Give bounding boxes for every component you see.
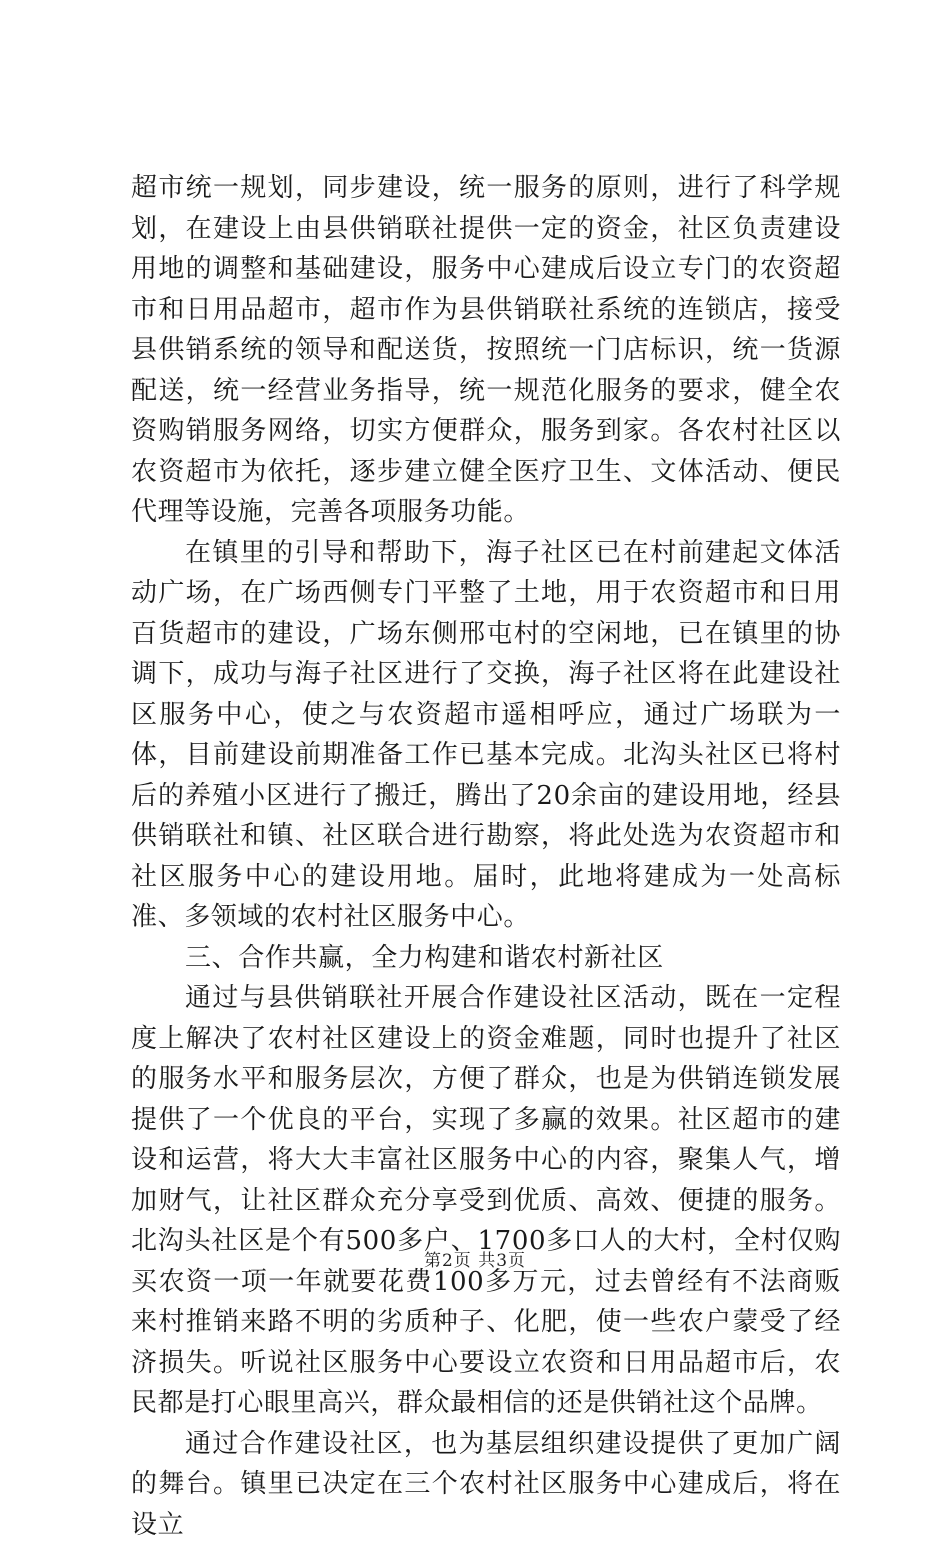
paragraph-1: 超市统一规划，同步建设，统一服务的原则，进行了科学规划，在建设上由县供销联社提供一定的资金，社区负责建设用地的调整和基础建设，服务中心建成后设立专门的农资超市和日用品超市，超市作为县供销联社系统的连锁店，接受县供销系统的领导和配送货，按照统一门店标识，统一货源配送，统一经营业务指导，统一规范化服务的要求，健全农资购销服务网络，切实方便群众，服务到家。各农村社区以农资超市为依托，逐步建立健全医疗卫生、文体活动、便民代理等设施，完善各项服务功能。 [131,168,841,533]
paragraph-3: 通过与县供销联社开展合作建设社区活动，既在一定程度上解决了农村社区建设上的资金难题，同时也提升了社区的服务水平和服务层次，方便了群众，也是为供销连锁发展提供了一个优良的平台，实现了多赢的效果。社区超市的建设和运营，将大大丰富社区服务中心的内容，聚集人气，增加财气，让社区群众充分享受到优质、高效、便捷的服务。北沟头社区是个有500多户、1700多口人的大村，全村仅购买农资一项一年就要花费100多万元，过去曾经有不法商贩来村推销来路不明的劣质种子、化肥，使一些农户蒙受了经济损失。听说社区服务中心要设立农资和日用品超市后，农民都是打心眼里高兴，群众最相信的还是供销社这个品牌。 [131,978,841,1424]
paragraph-4: 通过合作建设社区，也为基层组织建设提供了更加广阔的舞台。镇里已决定在三个农村社区服务中心建成后，将在设立 [131,1424,841,1545]
page-number-footer: 第2页 共3页 [0,1246,950,1271]
paragraph-2: 在镇里的引导和帮助下，海子社区已在村前建起文体活动广场，在广场西侧专门平整了土地，用于农资超市和日用百货超市的建设，广场东侧邢屯村的空闲地，已在镇里的协调下，成功与海子社区进行了交换，海子社区将在此建设社区服务中心，使之与农资超市遥相呼应，通过广场联为一体，目前建设前期准备工作已基本完成。北沟头社区已将村后的养殖小区进行了搬迁，腾出了20余亩的建设用地，经县供销联社和镇、社区联合进行勘察，将此处选为农资超市和社区服务中心的建设用地。届时，此地将建成为一处高标准、多领域的农村社区服务中心。 [131,533,841,938]
document-body [131,168,841,1545]
section-heading: 三、合作共赢，全力构建和谐农村新社区 [131,938,841,979]
